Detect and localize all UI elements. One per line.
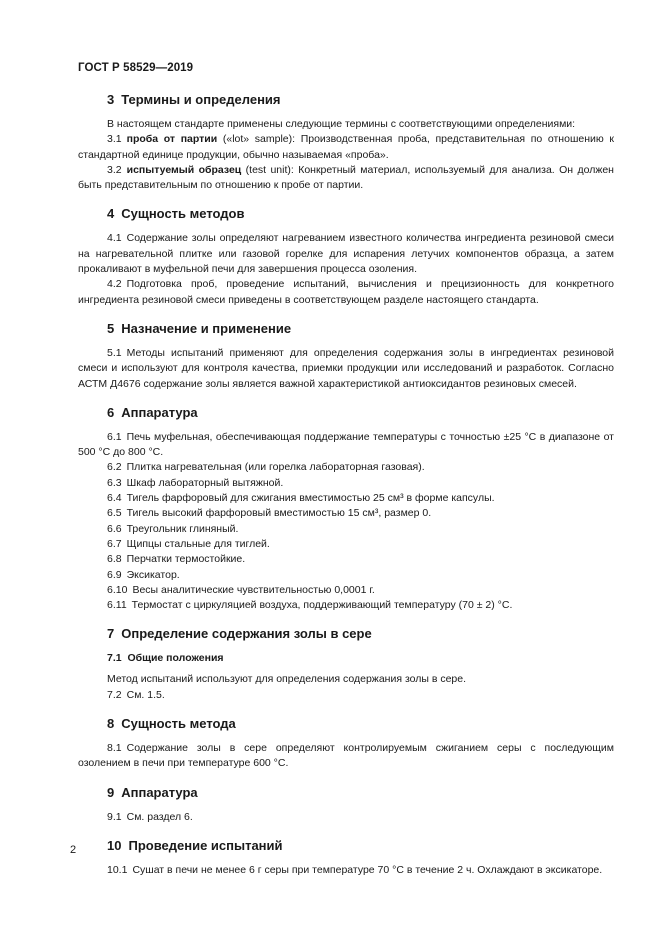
paragraph: 8.1 Содержание золы в сере определяют контролируемым сжиганием серы с последующим озолением в печи при температуре 600 °C. — [78, 742, 614, 770]
apparatus-item: 6.5 Тигель высокий фарфоровый вместимостью 15 см³, размер 0. — [107, 507, 432, 520]
paragraph: 3.2 испытуемый образец (test unit): Конкретный материал, используемый для анализа. Он должен быть представительным по отношению к пробе от партии. — [78, 163, 614, 192]
section-heading: 10 Проведение испытаний — [107, 837, 283, 853]
apparatus-item: 6.9 Эксикатор. — [107, 568, 180, 581]
section-10 — [78, 837, 614, 878]
section-heading: 7 Определение содержания золы в сере — [107, 626, 372, 642]
document-body — [78, 91, 614, 878]
section-7 — [78, 625, 614, 703]
paragraph: 5.1 Методы испытаний применяют для определения содержания золы в ингредиентах резиновой смеси и используют для контроля качества, приемки продукции или исследований и разработок. Согласно АСТМ Д4676 содержание золы является важной характеристикой антиоксидантов резиновых смесей. — [78, 346, 614, 390]
apparatus-item: 6.8 Перчатки термостойкие. — [107, 553, 246, 566]
paragraph: 4.2 Подготовка проб, проведение испытаний, вычисления и прецизионность для конкретного ингредиента резиновой смеси приведены в соответствующем разделе настоящего стандарта. — [78, 278, 614, 306]
apparatus-item: 6.7 Щипцы стальные для тиглей. — [107, 537, 270, 550]
section-6 — [78, 404, 614, 614]
subsection-heading: 7.1 Общие положения — [107, 652, 224, 665]
paragraph: 3.1 проба от партии («lot» sample): Производственная проба, представительная по отношению к стандартной единице продукции, обычно называемая «проба». — [78, 133, 614, 161]
paragraph: 9.1 См. раздел 6. — [107, 810, 193, 823]
apparatus-item: 6.10 Весы аналитические чувствительностью 0,0001 г. — [107, 583, 375, 596]
section-8 — [78, 715, 614, 772]
section-heading: 3 Термины и определения — [107, 92, 281, 107]
paragraph: 4.1 Содержание золы определяют нагреванием известного количества ингредиента резиновой смеси на нагревательной плитке или газовой горелке для испарения летучих компонентов образца, а затем прокаливают в муфельной печи для завершения процесса озоления. — [78, 232, 614, 276]
section-heading: 4 Сущность методов — [107, 206, 245, 222]
page-number: 2 — [70, 844, 77, 856]
apparatus-item: 6.1 Печь муфельная, обеспечивающая поддержание температуры с точностью ±25 °C в диапазоне от 500 °C до 800 °C. — [78, 430, 614, 459]
paragraph: В настоящем стандарте применены следующие термины с соответствующими определениями: — [107, 118, 576, 130]
section-5 — [78, 320, 614, 392]
apparatus-list — [78, 430, 614, 614]
paragraph: Метод испытаний используют для определения содержания золы в сере. — [107, 673, 467, 686]
section-heading: 8 Сущность метода — [107, 716, 236, 732]
section-3 — [78, 91, 614, 193]
apparatus-item: 6.6 Треугольник глиняный. — [107, 522, 239, 535]
section-heading: 5 Назначение и применение — [107, 320, 292, 336]
section-heading: 6 Аппаратура — [107, 404, 198, 420]
apparatus-item: 6.2 Плитка нагревательная (или горелка лабораторная газовая). — [107, 461, 425, 474]
section-9 — [78, 784, 614, 825]
apparatus-item: 6.4 Тигель фарфоровый для сжигания вместимостью 25 см³ в форме капсулы. — [107, 492, 495, 505]
section-heading: 9 Аппаратура — [107, 784, 198, 800]
standard-code: ГОСТ Р 58529—2019 — [78, 62, 194, 74]
apparatus-item: 6.3 Шкаф лабораторный вытяжной. — [107, 476, 284, 489]
paragraph: 7.2 См. 1.5. — [107, 688, 165, 701]
section-4 — [78, 205, 614, 307]
apparatus-item: 6.11 Термостат с циркуляцией воздуха, поддерживающий температуру (70 ± 2) °C. — [107, 599, 513, 612]
paragraph: 10.1 Сушат в печи не менее 6 г серы при температуре 70 °C в течение 2 ч. Охлаждают в эксикаторе. — [107, 863, 603, 876]
